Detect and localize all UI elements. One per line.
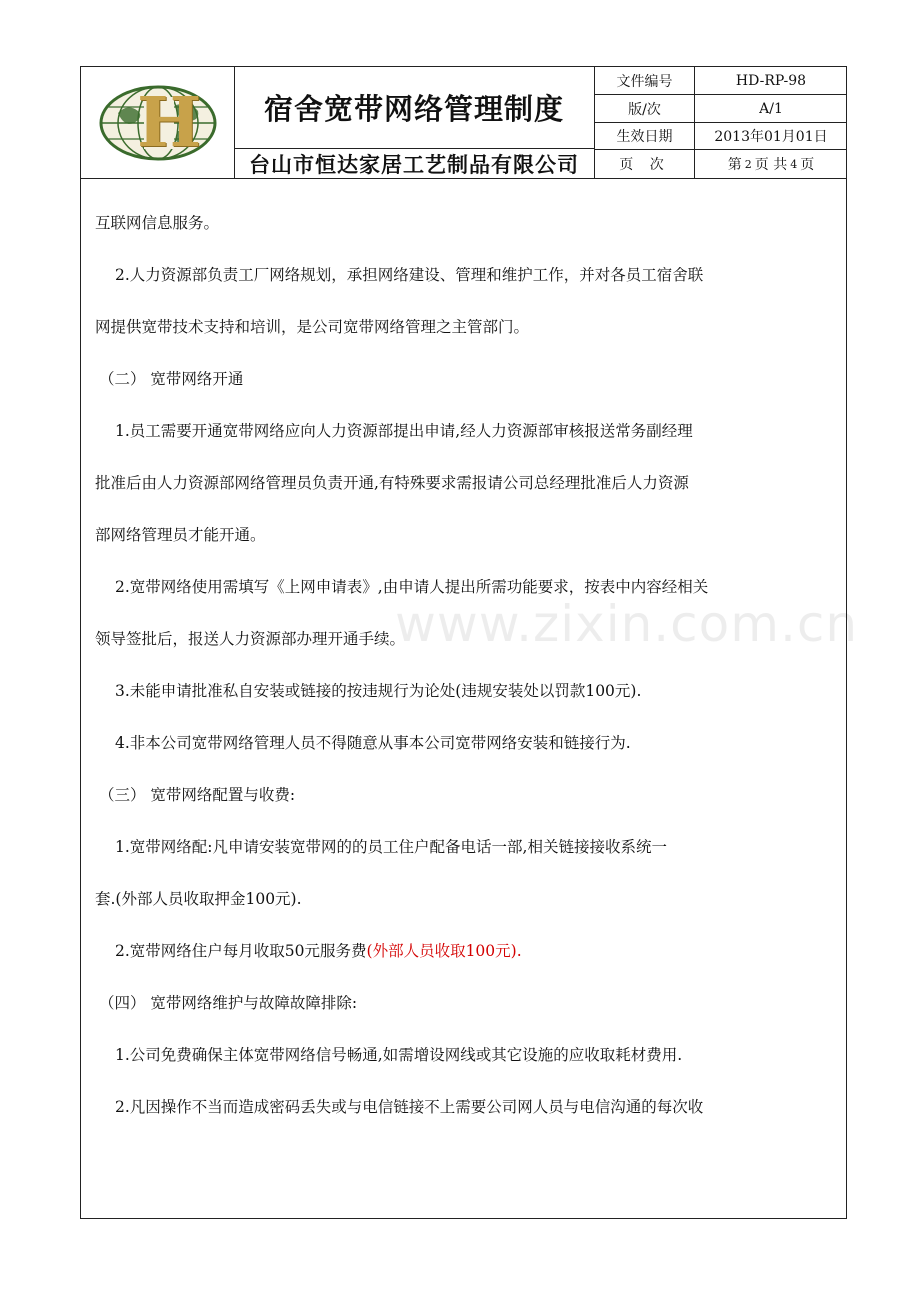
meta-label: 生效日期 [595, 123, 695, 149]
paragraph: 4.非本公司宽带网络管理人员不得随意从事本公司宽带网络安装和链接行为. [115, 734, 631, 752]
page-prefix: 第 [727, 157, 742, 173]
page-middle: 页 共 [754, 157, 788, 173]
frame-right-border [846, 179, 847, 1219]
section-heading: （四） 宽带网络维护与故障故障排除: [99, 994, 358, 1012]
section-heading: （三） 宽带网络配置与收费: [99, 786, 296, 804]
fee-external-note: (外部人员收取100元). [366, 942, 522, 960]
paragraph: 1.员工需要开通宽带网络应向人力资源部提出申请,经人力资源部审核报送常务副经理 [115, 422, 693, 440]
meta-label: 页 次 [595, 150, 695, 178]
meta-value: HD-RP-98 [735, 72, 807, 89]
meta-row-file-number [595, 67, 847, 95]
meta-row-effective-date [595, 123, 847, 150]
section-heading: （二） 宽带网络开通 [99, 370, 244, 388]
paragraph: 互联网信息服务。 [95, 214, 220, 232]
meta-label: 文件编号 [595, 67, 695, 94]
meta-row-version [595, 95, 847, 123]
meta-value: A/1 [759, 100, 783, 117]
document-header [80, 66, 847, 179]
frame-bottom-border [80, 1218, 847, 1219]
paragraph: 网提供宽带技术支持和培训，是公司宽带网络管理之主管部门。 [95, 318, 530, 336]
paragraph: 1.宽带网络配:凡申请安装宽带网的的员工住户配备电话一部,相关链接接收系统一 [115, 838, 667, 856]
meta-value: 2013年01月01日 [714, 129, 828, 145]
company-name: 台山市恒达家居工艺制品有限公司 [234, 148, 594, 179]
paragraph: 批准后由人力资源部网络管理员负责开通,有特殊要求需报请公司总经理批准后人力资源 [95, 474, 689, 492]
paragraph: 领导签批后，报送人力资源部办理开通手续。 [95, 630, 406, 648]
document-body [95, 197, 830, 1133]
logo-letter: H [137, 83, 202, 163]
paragraph: 部网络管理员才能开通。 [95, 526, 266, 544]
document-title: 宿舍宽带网络管理制度 [263, 92, 564, 126]
page-suffix: 页 [800, 157, 815, 173]
fee-text: 2.宽带网络住户每月收取50元服务费 [115, 942, 367, 960]
page-current: 2 [744, 157, 752, 171]
paragraph: 2.人力资源部负责工厂网络规划，承担网络建设、管理和维护工作，并对各员工宿舍联 [115, 266, 704, 284]
paragraph [95, 925, 830, 977]
meta-row-page [595, 150, 847, 178]
page-total: 4 [790, 157, 798, 171]
paragraph: 3.未能申请批准私自安装或链接的按违规行为论处(违规安装处以罚款100元). [115, 682, 642, 700]
meta-table [594, 67, 847, 178]
paragraph: 套.(外部人员收取押金100元). [95, 890, 302, 908]
meta-label: 版/次 [595, 95, 695, 122]
watermark: www.zixin.com.cn [395, 595, 859, 653]
paragraph: 2.宽带网络使用需填写《上网申请表》,由申请人提出所需功能要求，按表中内容经相关 [115, 578, 709, 596]
frame-left-border [80, 179, 81, 1219]
paragraph: 2.凡因操作不当而造成密码丢失或与电信链接不上需要公司网人员与电信沟通的每次收 [115, 1098, 704, 1116]
paragraph: 1.公司免费确保主体宽带网络信号畅通,如需增设网线或其它设施的应收取耗材费用. [115, 1046, 683, 1064]
page-indicator [695, 150, 847, 178]
logo-cell [81, 67, 235, 178]
